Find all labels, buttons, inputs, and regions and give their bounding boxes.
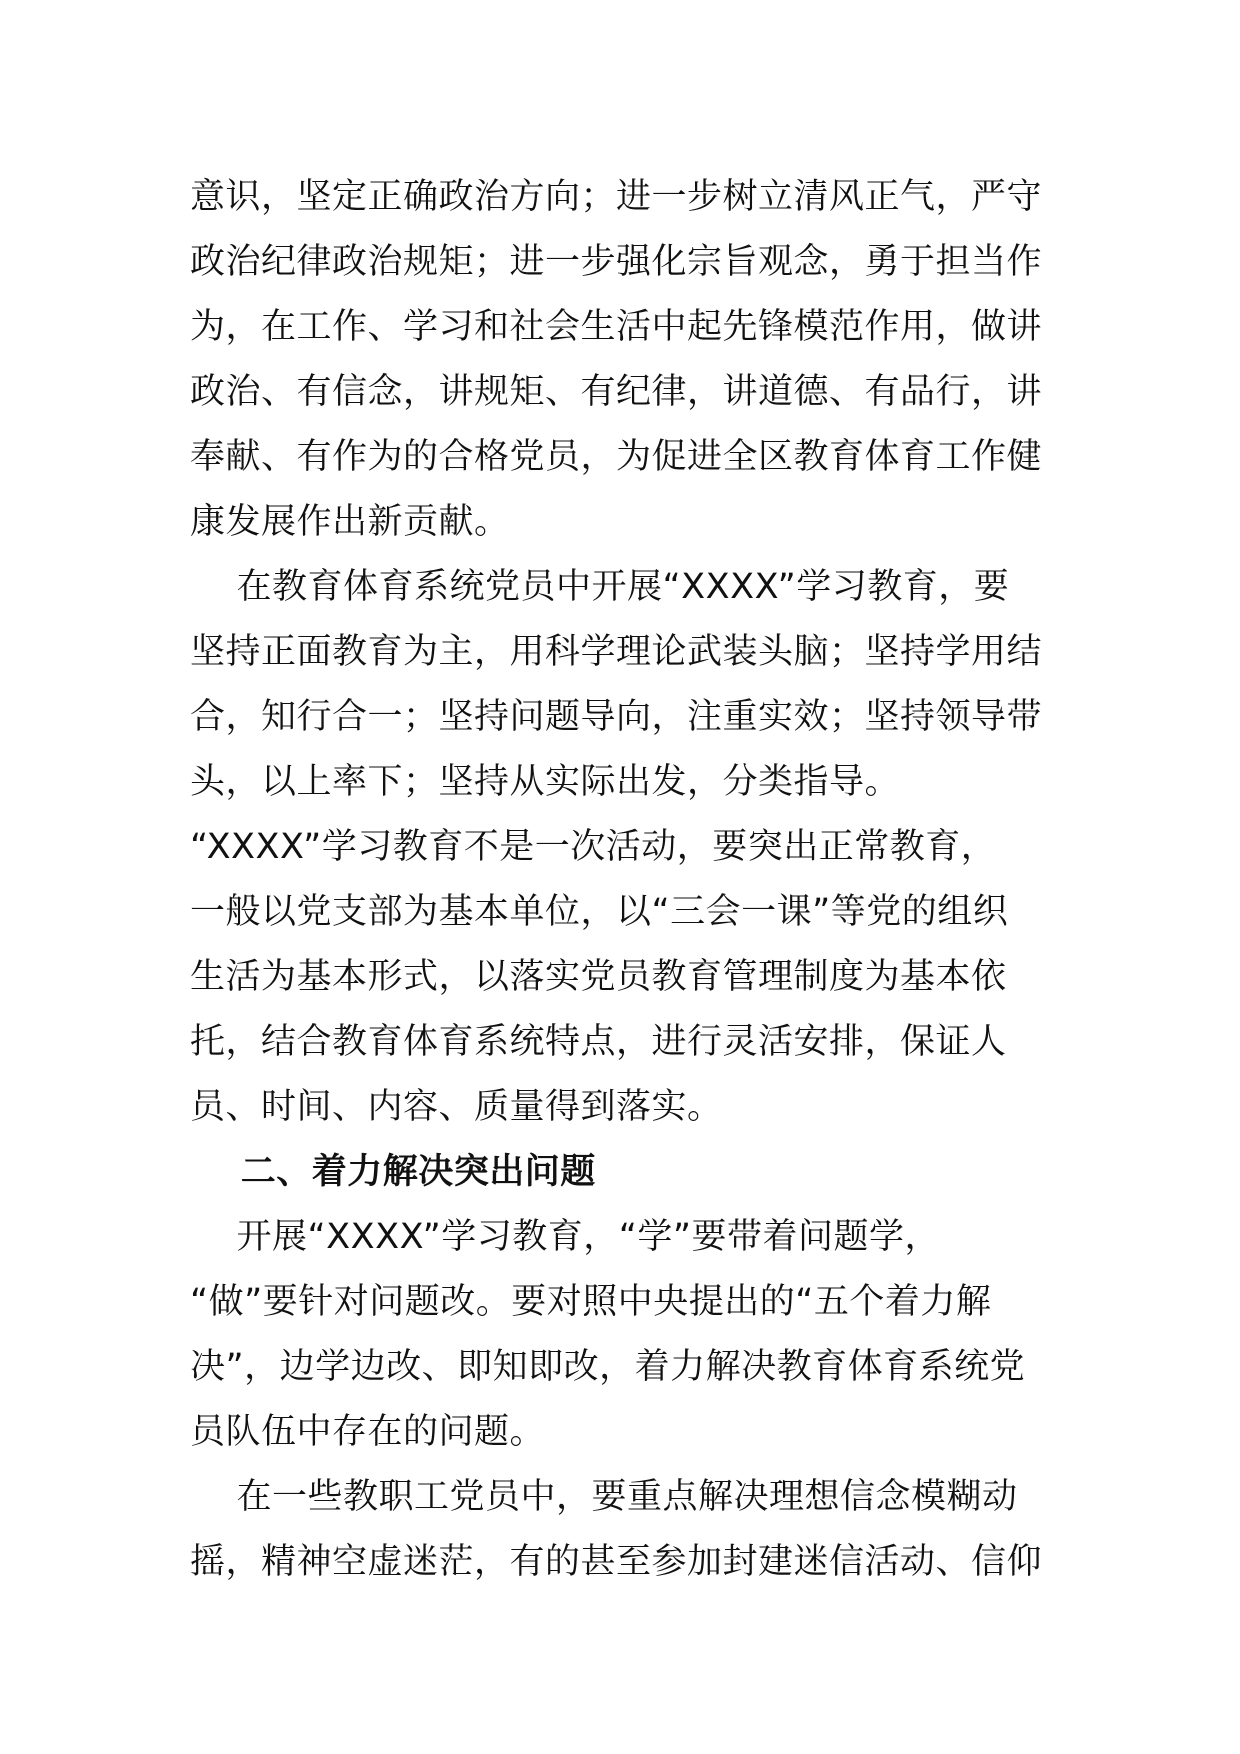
document-body bbox=[190, 165, 1060, 1595]
text-line: 决”，边学边改、即知即改，着力解决教育体育系统党 bbox=[190, 1347, 1026, 1387]
text-line: 一般以党支部为基本单位，以“三会一课”等党的组织 bbox=[190, 892, 1009, 932]
text-line: 在教育体育系统党员中开展“XXXX”学习教育，要 bbox=[190, 567, 1010, 607]
text-line: 摇，精神空虚迷茫，有的甚至参加封建迷信活动、信仰 bbox=[190, 1542, 1043, 1582]
section-heading: 二、着力解决突出问题 bbox=[190, 1152, 596, 1192]
text-line: 政治、有信念，讲规矩、有纪律，讲道德、有品行，讲 bbox=[190, 372, 1043, 412]
text-line: 托，结合教育体育系统特点，进行灵活安排，保证人 bbox=[190, 1022, 1007, 1062]
text-line: 头，以上率下；坚持从实际出发，分类指导。 bbox=[190, 762, 901, 802]
text-line: 在一些教职工党员中，要重点解决理想信念模糊动 bbox=[190, 1477, 1018, 1517]
text-line: 为，在工作、学习和社会生活中起先锋模范作用，做讲 bbox=[190, 307, 1043, 347]
text-line: 开展“XXXX”学习教育，“学”要带着问题学， bbox=[190, 1217, 941, 1257]
text-line: 意识，坚定正确政治方向；进一步树立清风正气，严守 bbox=[190, 177, 1043, 217]
text-line: 奉献、有作为的合格党员，为促进全区教育体育工作健 bbox=[190, 437, 1043, 477]
text-line: “XXXX”学习教育不是一次活动，要突出正常教育， bbox=[190, 827, 997, 867]
text-line: “做”要针对问题改。要对照中央提出的“五个着力解 bbox=[190, 1282, 992, 1322]
text-line: 康发展作出新贡献。 bbox=[190, 502, 510, 542]
text-line: 员队伍中存在的问题。 bbox=[190, 1412, 546, 1452]
text-line: 生活为基本形式，以落实党员教育管理制度为基本依 bbox=[190, 957, 1007, 997]
text-line: 员、时间、内容、质量得到落实。 bbox=[190, 1087, 723, 1127]
text-line: 政治纪律政治规矩；进一步强化宗旨观念，勇于担当作 bbox=[190, 242, 1043, 282]
text-line: 坚持正面教育为主，用科学理论武装头脑；坚持学用结 bbox=[190, 632, 1043, 672]
text-line: 合，知行合一；坚持问题导向，注重实效；坚持领导带 bbox=[190, 697, 1043, 737]
